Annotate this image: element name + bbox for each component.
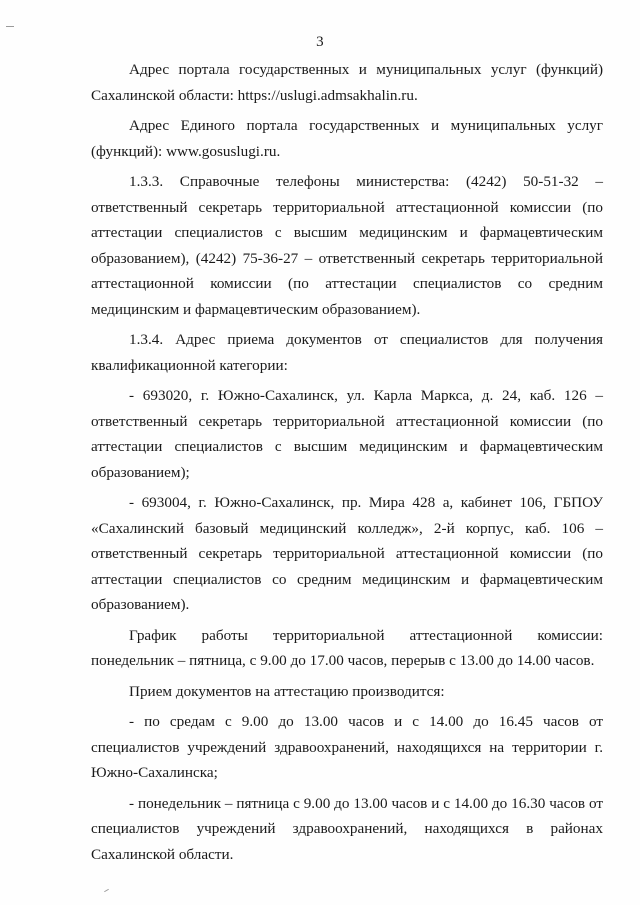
paragraph-commission-schedule: График работы территориальной аттестационной комиссии: понедельник – пятница, с 9.00 до 17.00 часов, перерыв с 13.00 до 14.00 часов. — [91, 626, 603, 669]
paragraph-document-reception-address: 1.3.4. Адрес приема документов от специалистов для получения квалификационной категории: — [91, 331, 603, 374]
list-item-reception-weekdays: - понедельник – пятница с 9.00 до 13.00 часов и с 14.00 до 16.30 часов от специалистов учреждений здравоохранений, находящихся в районах Сахалинской области. — [91, 794, 603, 863]
scan-mark — [104, 889, 109, 892]
paragraph-regional-portal-address: Адрес портала государственных и муниципальных услуг (функций) Сахалинской области: https://uslugi.admsakhalin.ru. — [91, 61, 603, 104]
list-item-address-secondary-education: - 693004, г. Южно-Сахалинск, пр. Мира 428 а, кабинет 106, ГБПОУ «Сахалинский базовый медицинский колледж», 2-й корпус, каб. 106 – ответственный секретарь территориальной аттестационной комиссии (по аттестации специалистов со средним медицинским и фармацевтическим образованием). — [91, 494, 603, 613]
page-number: 3 — [316, 34, 324, 50]
list-item-reception-wednesdays: - по средам с 9.00 до 13.00 часов и с 14.00 до 16.45 часов от специалистов учреждений здравоохранений, находящихся на территории г. Южно-Сахалинска; — [91, 713, 603, 781]
list-item-address-higher-education: - 693020, г. Южно-Сахалинск, ул. Карла Маркса, д. 24, каб. 126 – ответственный секретарь территориальной аттестационной комиссии (по аттестации специалистов с высшим медицинским и фармацевтическим образованием); — [91, 387, 603, 481]
scan-mark — [6, 26, 14, 27]
paragraph-reception-hours-intro: Прием документов на аттестацию производится: — [129, 682, 445, 700]
paragraph-unified-portal-address: Адрес Единого портала государственных и муниципальных услуг (функций): www.gosuslugi.ru. — [91, 117, 603, 160]
paragraph-reference-phones: 1.3.3. Справочные телефоны министерства: (4242) 50-51-32 – ответственный секретарь территориальной аттестационной комиссии (по аттестации специалистов с высшим медицинским и фармацевтическим образованием), (4242) 75-36-27 – ответственный секретарь территориальной аттестационной комиссии (по аттестации специалистов со средним медицинским и фармацевтическим образованием). — [91, 173, 603, 318]
document-body — [91, 57, 603, 872]
